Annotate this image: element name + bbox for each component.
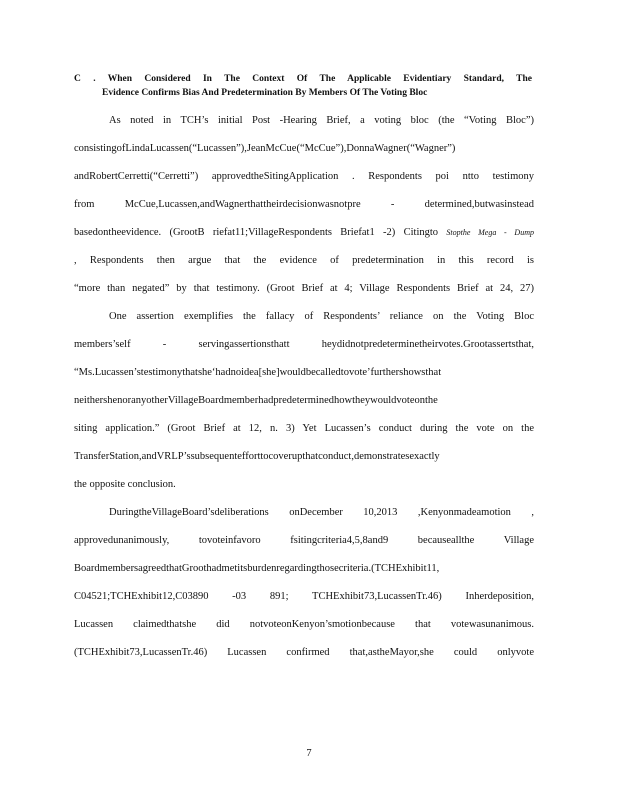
body-text-line: “Ms.Lucassen’stestimonythatshe‘hadnoidea[she]wouldbecalledtovote’furthershowsthat (74, 367, 442, 378)
body-text-line: TransferStation,andVRLP’ssubsequentefforttocoverupthatconduct,demonstratesexactly (74, 451, 440, 462)
body-text-line: DuringtheVillageBoard’sdeliberations onDecember 10,2013 ,Kenyonmadeamotion , (109, 507, 534, 518)
body-text-line: One assertion exemplifies the fallacy of Respondents’ reliance on the Voting Bloc (109, 311, 534, 322)
body-text-line: Lucassen claimedthatshe did notvoteonKenyon’smotionbecause that votewasunanimous. (74, 619, 534, 630)
page-number: 7 (306, 748, 312, 759)
body-text-line: “more than negated” by that testimony. (Groot Brief at 4; Village Respondents Brief at 24, 27) (74, 283, 534, 294)
body-text-line: neithershenoranyotherVillageBoardmemberhadpredeterminedhowtheywouldvoteonthe (74, 395, 438, 406)
body-text-line-with-citation (74, 226, 534, 240)
body-text-line: BoardmembersagreedthatGroothadmetitsburdenregardingthosecriteria.(TCHExhibit11, (74, 563, 440, 574)
body-text-line: approvedunanimously, tovoteinfavoro fsitingcriteria4,5,8and9 becauseallthe Village (74, 535, 534, 546)
body-text-line: from McCue,Lucassen,andWagnerthattheirdecisionwasnotpre - determined,butwasinstead (74, 199, 534, 210)
body-text-line: C04521;TCHExhibit12,C03890 -03 891; TCHExhibit73,LucassenTr.46) Inherdeposition, (74, 591, 534, 602)
body-text-line: As noted in TCH’s initial Post -Hearing Brief, a voting bloc (the “Voting Bloc”) (109, 115, 534, 126)
body-text-line: the opposite conclusion. (74, 479, 176, 490)
body-text-segment: basedontheevidence. (GrootB riefat11;VillageRespondents Briefat1 -2) Citingto (74, 227, 439, 238)
body-text-line: members’self - servingassertionsthatt heydidnotpredeterminetheirvotes.Grootassertsthat, (74, 339, 534, 350)
body-text-line: consistingofLindaLucassen(“Lucassen”),JeanMcCue(“McCue”),DonnaWagner(“Wagner”) (74, 143, 456, 154)
body-text-line: andRobertCerretti(“Cerretti”) approvedtheSitingApplication . Respondents poi ntto testimony (74, 171, 534, 182)
section-heading-line-1: C . When Considered In The Context Of The Applicable Evidentiary Standard, The (74, 74, 532, 84)
body-text-line: siting application.” (Groot Brief at 12, n. 3) Yet Lucassen’s conduct during the vote on the (74, 423, 534, 434)
body-text-line: (TCHExhibit73,LucassenTr.46) Lucassen confirmed that,astheMayor,she could onlyvote (74, 647, 534, 658)
body-text-line: , Respondents then argue that the evidence of predetermination in this record is (74, 255, 534, 266)
section-heading-line-2: Evidence Confirms Bias And Predetermination By Members Of The Voting Bloc (102, 88, 428, 98)
section-heading (74, 72, 532, 100)
case-citation-italic: Stopthe Mega - Dump (446, 228, 534, 237)
